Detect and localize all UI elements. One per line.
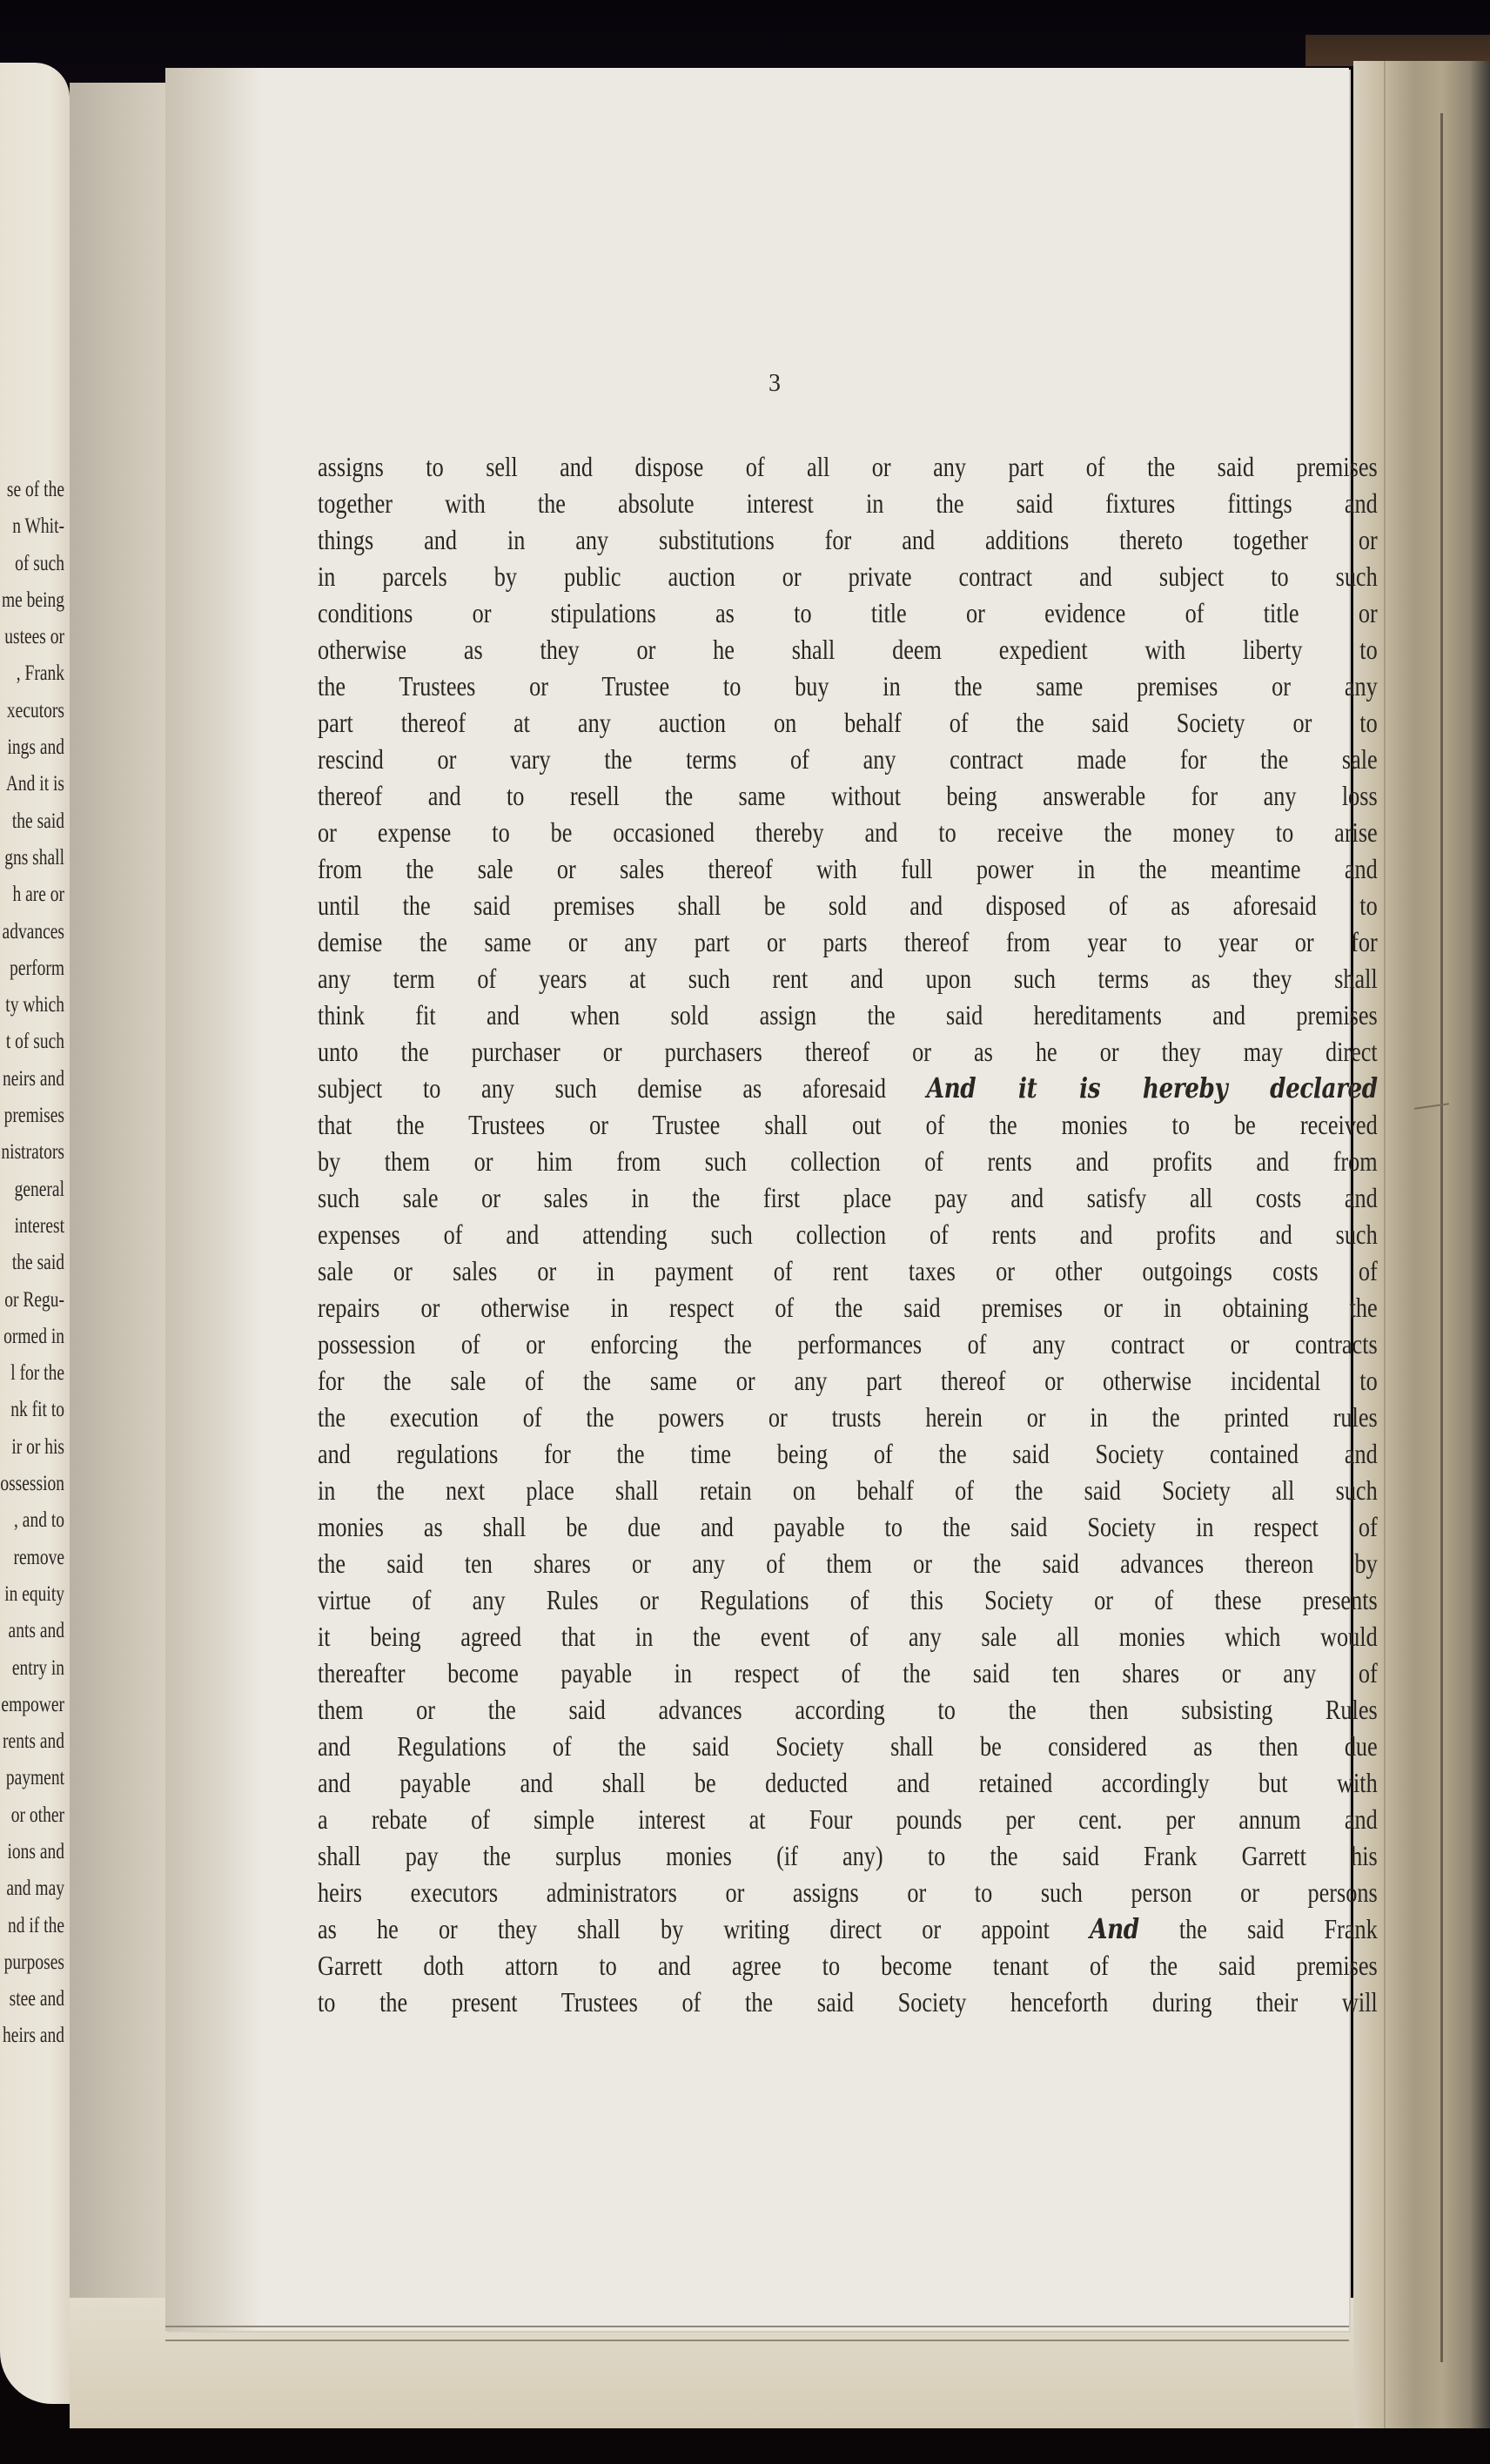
previous-page-line: l for the (10, 1361, 64, 1386)
text-line (318, 1508, 1378, 1545)
text-line (318, 1801, 1378, 1837)
previous-page (0, 63, 70, 2404)
text-line-content: that the Trustees or Trustee shall out of the monies to be received (318, 1109, 1378, 1140)
text-line-content: things and in any substitutions for and additions thereto together or (318, 524, 1378, 555)
previous-page-line: , Frank (16, 661, 64, 686)
text-line (318, 1837, 1378, 1874)
previous-page-line: ustees or (4, 625, 64, 649)
text-line (318, 1655, 1378, 1691)
text-line-content: heirs executors administrators or assigns or to such person or persons (318, 1877, 1378, 1908)
text-line-content: unto the purchaser or purchasers thereof or as he or they may direct (318, 1036, 1378, 1067)
text-line-content: such sale or sales in the first place pay and satisfy all costs and (318, 1182, 1378, 1213)
text-line-content: thereof and to resell the same without being answerable for any loss (318, 780, 1378, 811)
text-line-content: until the said premises shall be sold and disposed of as aforesaid to (318, 890, 1378, 921)
previous-page-line: ions and (7, 1839, 64, 1863)
text-line (318, 997, 1378, 1033)
text-line (318, 594, 1378, 631)
previous-page-line: in equity (4, 1581, 64, 1606)
text-line (318, 887, 1378, 923)
text-line-content: it being agreed that in the event of any sale all monies which would (318, 1621, 1378, 1652)
previous-page-line: neirs and (3, 1066, 64, 1091)
text-line-content: and payable and shall be deducted and retained accordingly but with (318, 1767, 1378, 1798)
text-line-continuation: the said Frank (1178, 1913, 1378, 1944)
previous-page-line: ossession (0, 1472, 64, 1496)
previous-page-line: purposes (3, 1950, 64, 1974)
previous-page-line: rents and (3, 1729, 64, 1754)
previous-page-line: me being (1, 587, 64, 612)
text-line (318, 923, 1378, 960)
text-line (318, 1581, 1378, 1618)
text-line-content: to the present Trustees of the said Society henceforth during their will (318, 1986, 1378, 2018)
text-line (318, 1179, 1378, 1216)
text-line-content: and regulations for the time being of the said Society contained and (318, 1438, 1378, 1469)
text-line-content: by them or him from such collection of rents and profits and from (318, 1145, 1378, 1177)
text-line (318, 814, 1378, 850)
text-line (318, 1947, 1378, 1984)
previous-page-line: ty which (5, 993, 64, 1017)
text-line (318, 1070, 1378, 1106)
text-line (318, 960, 1378, 997)
text-line (318, 631, 1378, 668)
text-line-content: part thereof at any auction on behalf of the said Society or to (318, 707, 1378, 738)
previous-page-line: of such (15, 551, 64, 575)
previous-page-line: ir or his (11, 1434, 64, 1459)
previous-page-line: And it is (5, 772, 64, 796)
previous-page-line: nk fit to (10, 1398, 64, 1422)
text-line (318, 1764, 1378, 1801)
text-line (318, 558, 1378, 594)
text-line (318, 1874, 1378, 1910)
text-line (318, 1289, 1378, 1326)
text-line-content: otherwise as they or he shall deem expedient with liberty to (318, 634, 1378, 665)
text-line (318, 704, 1378, 741)
text-line-content: as he or they shall by writing direct or appoint (318, 1913, 1050, 1944)
previous-page-line: or other (10, 1803, 64, 1827)
previous-page-line: nistrators (1, 1140, 64, 1165)
text-line-content: think fit and when sold assign the said hereditaments and premises (318, 999, 1378, 1031)
previous-page-line: nd if the (8, 1913, 64, 1937)
text-line (318, 1910, 1378, 1947)
text-line (318, 1728, 1378, 1764)
text-line (318, 1545, 1378, 1581)
text-line-content: demise the same or any part or parts thereof from year to year or for (318, 926, 1378, 957)
previous-page-line: empower (1, 1692, 64, 1716)
text-line-content: monies as shall be due and payable to the said Society in respect of (318, 1511, 1378, 1542)
previous-page-line: advances (2, 919, 64, 943)
text-line-content: together with the absolute interest in the said fixtures fittings and (318, 487, 1378, 519)
board-edge-line (1440, 113, 1443, 2362)
bottom-rule (165, 2326, 1349, 2341)
previous-page-line: n Whit- (12, 514, 64, 539)
text-line-content: the execution of the powers or trusts herein or in the printed rules (318, 1401, 1378, 1433)
text-line-content: Garrett doth attorn to and agree to become tenant of the said premises (318, 1950, 1378, 1981)
text-line-content: the said ten shares or any of them or the said advances thereon by (318, 1548, 1378, 1579)
text-line (318, 1143, 1378, 1179)
text-line (318, 1435, 1378, 1472)
text-line (318, 1216, 1378, 1252)
text-line (318, 1362, 1378, 1399)
text-line-content: repairs or otherwise in respect of the said premises or in obtaining the (318, 1292, 1378, 1323)
blackletter-phrase: And it is hereby declared (926, 1071, 1378, 1104)
previous-page-line: h are or (12, 883, 64, 907)
previous-page-line: t of such (5, 1030, 64, 1054)
text-line (318, 668, 1378, 704)
previous-page-line: interest (14, 1213, 64, 1238)
text-line-content: for the sale of the same or any part thereof or otherwise incidental to (318, 1365, 1378, 1396)
previous-page-line: xecutors (6, 698, 64, 722)
text-line-content: assigns to sell and dispose of all or any part of the said premises (318, 451, 1378, 482)
text-line (318, 1106, 1378, 1143)
text-line-content: any term of years at such rent and upon such terms as they shall (318, 963, 1378, 994)
text-line (318, 850, 1378, 887)
text-line-content: subject to any such demise as aforesaid (318, 1072, 887, 1104)
text-line (318, 1326, 1378, 1362)
previous-page-line: remove (13, 1545, 64, 1569)
text-line (318, 777, 1378, 814)
previous-page-line: or Regu- (4, 1287, 64, 1312)
text-line (318, 1033, 1378, 1070)
previous-page-line: ormed in (3, 1324, 64, 1348)
blackletter-phrase: And (1090, 1912, 1139, 1945)
text-line (318, 1618, 1378, 1655)
text-line (318, 1252, 1378, 1289)
text-line-content: them or the said advances according to the then subsisting Rules (318, 1694, 1378, 1725)
previous-page-line: and may (6, 1877, 64, 1901)
text-line-content: in the next place shall retain on behalf of the said Society all such (318, 1474, 1378, 1506)
page-edge-line (1384, 61, 1386, 2428)
book-gutter (70, 83, 165, 2380)
previous-page-text (0, 472, 64, 2055)
previous-page-line: stee and (9, 1987, 64, 2011)
text-line-content: virtue of any Rules or Regulations of this Society or of these presents (318, 1584, 1378, 1615)
text-line (318, 1399, 1378, 1435)
text-line-content: sale or sales or in payment of rent taxes or other outgoings costs of (318, 1255, 1378, 1286)
previous-page-line: perform (10, 956, 64, 980)
previous-page-line: the said (11, 809, 64, 833)
text-line (318, 521, 1378, 558)
body-text (318, 448, 1378, 2020)
previous-page-line: , and to (14, 1508, 64, 1533)
text-line-content: thereafter become payable in respect of the said ten shares or any of (318, 1657, 1378, 1689)
previous-page-line: se of the (6, 478, 64, 501)
text-line-content: conditions or stipulations as to title or evidence of title or (318, 597, 1378, 628)
board-crack (1414, 1103, 1449, 1110)
previous-page-line: gns shall (4, 845, 64, 869)
text-line-content: and Regulations of the said Society shall be considered as then due (318, 1730, 1378, 1762)
previous-page-line: heirs and (3, 2024, 64, 2048)
text-line-content: in parcels by public auction or private contract and subject to such (318, 561, 1378, 592)
text-line-content: the Trustees or Trustee to buy in the same premises or any (318, 670, 1378, 702)
document-page (165, 68, 1378, 2331)
text-line (318, 485, 1378, 521)
text-line (318, 741, 1378, 777)
previous-page-line: general (14, 1177, 64, 1201)
previous-page-line: the said (11, 1251, 64, 1275)
previous-page-line: payment (5, 1766, 64, 1790)
previous-page-line: ants and (8, 1619, 64, 1643)
previous-page-line: premises (3, 1104, 64, 1128)
text-line (318, 448, 1378, 485)
text-line (318, 1691, 1378, 1728)
text-line-content: from the sale or sales thereof with full power in the meantime and (318, 853, 1378, 884)
previous-page-line: ings and (7, 735, 64, 760)
text-line (318, 1984, 1378, 2020)
page-number: 3 (768, 370, 781, 397)
page-shadow (165, 68, 261, 2331)
text-line-content: shall pay the surplus monies (if any) to the said Frank Garrett his (318, 1840, 1378, 1871)
text-line-content: possession of or enforcing the performances of any contract or contracts (318, 1328, 1378, 1360)
text-line-content: a rebate of simple interest at Four pounds per cent. per annum and (318, 1803, 1378, 1835)
text-line (318, 1472, 1378, 1508)
text-line-content: or expense to be occasioned thereby and to receive the money to arise (318, 816, 1378, 848)
text-line-content: expenses of and attending such collection of rents and profits and such (318, 1219, 1378, 1250)
previous-page-line: entry in (11, 1655, 64, 1680)
text-line-content: rescind or vary the terms of any contract made for the sale (318, 743, 1378, 775)
